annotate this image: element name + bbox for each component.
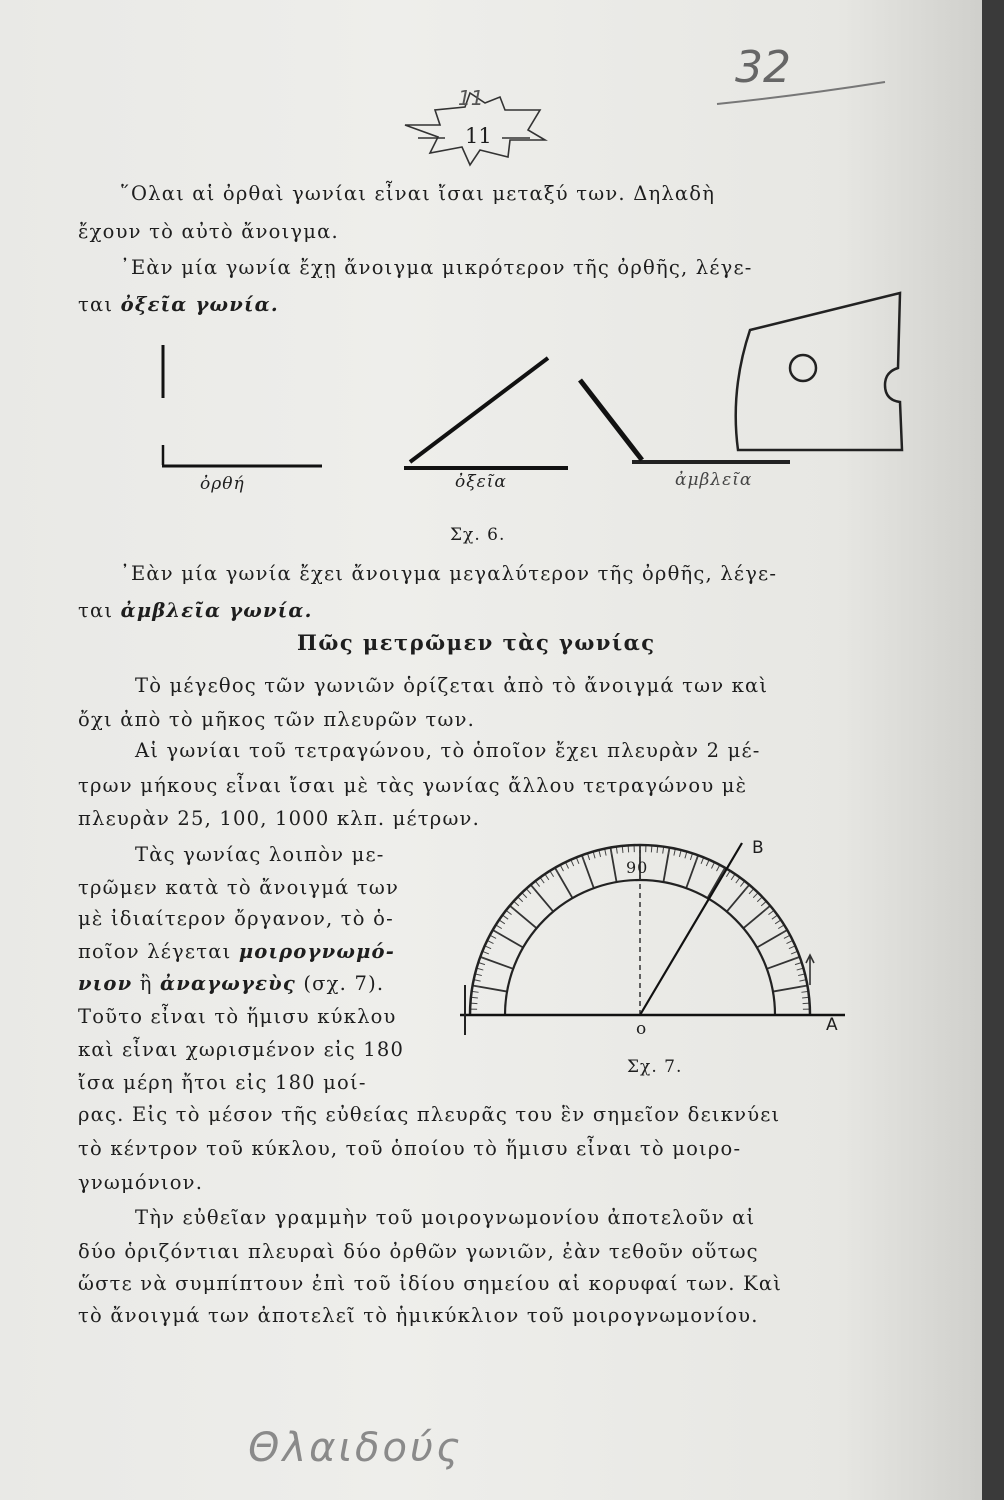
paragraph1-line2: ἔχουν τὸ αὐτὸ ἄνοιγμα. xyxy=(78,220,339,243)
handwritten-page-mark: 11 xyxy=(458,86,484,110)
paragraph7-line2: δύο ὁριζόντιαι πλευραὶ δύο ὀρθῶν γωνιῶν, ἐὰν τεθοῦν οὕτως xyxy=(78,1240,759,1263)
paragraph1-line1: ῞Ολαι αἱ ὀρθαὶ γωνίαι εἶναι ἴσαι μεταξύ των. Δηλαδὴ xyxy=(120,182,716,205)
figure7-label-o: ο xyxy=(636,1019,648,1039)
paragraph6-line1: Τὰς γωνίας λοιπὸν με- xyxy=(135,843,385,866)
section-heading: Πῶς μετρῶμεν τὰς γωνίας xyxy=(297,630,656,655)
paragraph4-line2: ὄχι ἀπὸ τὸ μῆκος τῶν πλευρῶν των. xyxy=(78,708,476,731)
page-edge-shadow xyxy=(982,0,1004,1500)
paragraph6-line3: μὲ ἰδιαίτερον ὄργανον, τὸ ὁ- xyxy=(78,907,394,930)
figure7-label-a: A xyxy=(826,1015,839,1035)
paragraph6-line10: τὸ κέντρον τοῦ κύκλου, τοῦ ὁποίου τὸ ἥμισυ εἶναι τὸ μοιρο- xyxy=(78,1137,742,1160)
card-outline xyxy=(736,293,902,450)
acute-angle-side xyxy=(410,358,548,462)
label-acute-angle: ὀξεῖα xyxy=(455,472,507,492)
paragraph7-line4: τὸ ἄνοιγμά των ἀποτελεῖ τὸ ἡμικύκλιον τοῦ μοιρογνωμονίου. xyxy=(78,1304,759,1327)
paragraph3-line2-pre: ται xyxy=(78,599,114,622)
paragraph4-line1: Τὸ μέγεθος τῶν γωνιῶν ὁρίζεται ἀπὸ τὸ ἄνοιγμά των καὶ xyxy=(135,674,769,697)
figure7-caption: Σχ. 7. xyxy=(627,1057,683,1077)
figure7-label-90: 90 xyxy=(626,858,649,877)
label-obtuse-angle: ἀμβλεῖα xyxy=(675,470,753,490)
anagogeus-term: ἀναγωγεὺς xyxy=(160,972,296,995)
paragraph6-line9: ρας. Εἰς τὸ μέσον τῆς εὐθείας πλευρᾶς του ἓν σημεῖον δεικνύει xyxy=(78,1103,781,1126)
paragraph5-line1: Αἱ γωνίαι τοῦ τετραγώνου, τὸ ὁποῖον ἔχει πλευρὰν 2 μέ- xyxy=(135,739,761,762)
paragraph2-line1: ᾿Εὰν μία γωνία ἔχῃ ἄνοιγμα μικρότερον τῆς ὀρθῆς, λέγε- xyxy=(120,256,753,279)
paragraph6-line7: καὶ εἶναι χωρισμένον εἰς 180 xyxy=(78,1038,405,1061)
paragraph5-line3: πλευρὰν 25, 100, 1000 κλπ. μέτρων. xyxy=(78,807,481,830)
label-right-angle: ὀρθή xyxy=(200,474,245,494)
paragraph6-line5-post: (σχ. 7). xyxy=(303,972,385,995)
paragraph2-line2-pre: ται xyxy=(78,293,114,316)
paragraph6-line5-mid: ἢ xyxy=(139,972,153,995)
paragraph6-line4 xyxy=(78,940,395,963)
handwritten-underline xyxy=(715,78,895,108)
obtuse-angle-side xyxy=(580,380,642,460)
handwritten-signature: Θλαιδούς xyxy=(248,1425,463,1471)
page-number: 11 xyxy=(465,124,492,148)
figure7-label-b: B xyxy=(752,838,765,858)
paragraph7-line1: Τὴν εὐθεῖαν γραμμὴν τοῦ μοιρογνωμονίου ἀποτελοῦν αἱ xyxy=(135,1206,756,1229)
paragraph6-line5 xyxy=(78,972,384,995)
paragraph6-line4-pre: ποῖον λέγεται xyxy=(78,940,232,963)
paragraph6-line6: Τοῦτο εἶναι τὸ ἥμισυ κύκλου xyxy=(78,1005,397,1028)
figure6-caption: Σχ. 6. xyxy=(450,525,506,545)
card-hole xyxy=(790,355,816,381)
paragraph5-line2: τρων μήκους εἶναι ἴσαι μὲ τὰς γωνίας ἄλλου τετραγώνου μὲ xyxy=(78,774,748,797)
paragraph6-line2: τρῶμεν κατὰ τὸ ἄνοιγμά των xyxy=(78,876,400,899)
paragraph7-line3: ὥστε νὰ συμπίπτουν ἐπὶ τοῦ ἰδίου σημείου αἱ κορυφαί των. Καὶ xyxy=(78,1272,783,1295)
protractor-term-end: νιον xyxy=(78,972,133,995)
obtuse-angle-term: ἀμβλεῖα γωνία. xyxy=(120,599,313,622)
figure6-angles xyxy=(150,290,910,470)
paragraph3-line1: ᾿Εὰν μία γωνία ἔχει ἄνοιγμα μεγαλύτερον τῆς ὀρθῆς, λέγε- xyxy=(120,562,778,585)
paragraph3-line2 xyxy=(78,599,313,622)
paragraph6-line8: ἴσα μέρη ἤτοι εἰς 180 μοί- xyxy=(78,1071,367,1094)
handwritten-number: 32 xyxy=(735,42,791,93)
protractor-term: μοιρογνωμό- xyxy=(238,940,396,963)
paragraph6-line11: γνωμόνιον. xyxy=(78,1171,204,1194)
figure7-protractor xyxy=(460,835,880,1045)
ray-ob xyxy=(640,843,742,1015)
acute-angle-term: ὀξεῖα γωνία. xyxy=(120,293,279,316)
